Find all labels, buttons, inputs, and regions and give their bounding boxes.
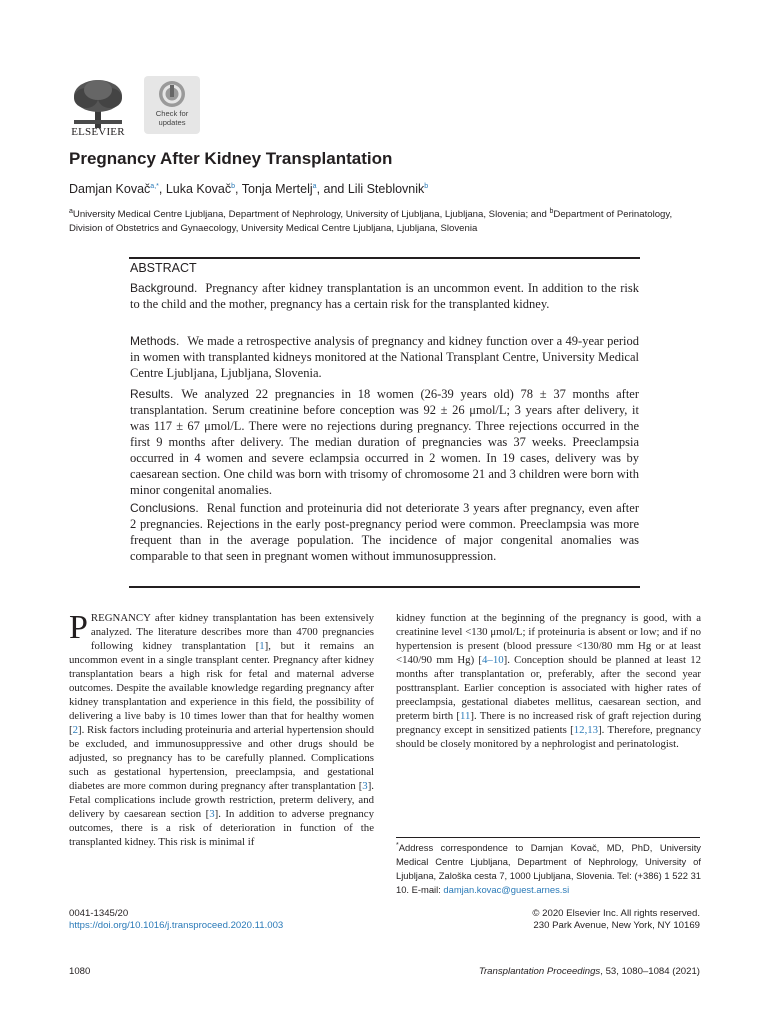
- footnote-divider: [396, 837, 700, 838]
- abstract-results-text: We analyzed 22 pregnancies in 18 women (26-39 years old) 78 ± 37 months after transplantation. Serum creatinine before conception was 92 ± 26 μmol/L; 3 years after delivery, it was 117 ± 67 μmol/L. There were no rejections during pregnancy. Three rejections occurred in the first 9 months after delivery. The median duration of pregnancies was 37 weeks. Preeclampsia occurred in 4 women and severe eclampsia occurred in 2 women. In 19 cases, delivery was by caesarean section. One child was born with trisomy of chromosome 21 and 3 children were born with minor congenital anomalies.: [130, 387, 639, 497]
- body-text: ]. Conception should be planned at least 12 months after transplantation or, preferably, after the second year posttransplant. Earlier conception is associated with higher rates of preeclampsia, gestational diabetes mellitus, caesarean section, and preterm birth [: [396, 654, 701, 722]
- abstract-background-head: Background.: [130, 281, 198, 295]
- body-text: kidney function at the beginning of the pregnancy is good, with a creatinine level <130 μmol/L; if proteinuria is absent or low; and if no hypertension is present (blood pressure <130/80 mm Hg or at least <140/90 mm Hg) [: [396, 612, 701, 666]
- journal-citation: [400, 966, 700, 977]
- author-affil-sup[interactable]: b: [424, 182, 429, 190]
- body-text: ]. Therefore, pregnancy should be closely monitored by a nephrologist and perinatologist.: [396, 724, 701, 750]
- copyright: © 2020 Elsevier Inc. All rights reserved.: [532, 908, 700, 919]
- issn: 0041-1345/20: [69, 908, 129, 919]
- abstract-conclusions-head: Conclusions.: [130, 501, 199, 515]
- abstract-results-head: Results.: [130, 387, 174, 401]
- abstract-background: [130, 280, 639, 312]
- reference-link[interactable]: 11: [460, 710, 471, 722]
- body-text: ]. There is no increased risk of graft rejection during pregnancy except in sensitized patients [: [396, 710, 701, 736]
- publisher-address: 230 Park Avenue, New York, NY 10169: [533, 920, 700, 931]
- abstract-background-text: Pregnancy after kidney transplantation is an uncommon event. In addition to the risk to the child and the mother, pregnancy has a certain risk for the transplanted kidney.: [130, 281, 639, 311]
- abstract-methods-text: We made a retrospective analysis of pregnancy and kidney function over a 49-year period in women with transplanted kidneys monitored at the National Transplant Centre, University Medical Centre Ljubljana, Ljubljana, Slovenia.: [130, 334, 639, 380]
- author-name: Luka Kovač: [165, 182, 232, 196]
- email-link[interactable]: damjan.kovac@guest.arnes.si: [443, 884, 570, 895]
- article-title: Pregnancy After Kidney Transplantation: [69, 149, 393, 168]
- body-column-left: [69, 611, 374, 849]
- body-column-right: [396, 611, 701, 751]
- drop-cap: P: [69, 609, 88, 646]
- check-updates-line2: updates: [158, 118, 186, 127]
- footnote-mark: *: [396, 841, 399, 849]
- page-number: 1080: [69, 966, 91, 977]
- author-name: Tonja Mertelj: [241, 182, 313, 196]
- affiliations: [69, 208, 701, 236]
- doi-link[interactable]: https://doi.org/10.1016/j.transproceed.2020.11.003: [69, 920, 284, 931]
- check-updates-icon: [157, 79, 187, 109]
- footnote-text: Address correspondence to Damjan Kovač, MD, PhD, University Medical Centre Ljubljana, Department of Nephrology, University of Ljubljana, Zaloška cesta 7, 1000 Ljubljana, Slovenia. Tel: (+386) 1 522 31 10. E-mail:: [396, 842, 701, 895]
- correspondence-footnote: [396, 841, 701, 897]
- check-for-updates-badge[interactable]: [144, 76, 200, 134]
- abstract-results: [130, 386, 639, 498]
- abstract-conclusions: [130, 500, 639, 564]
- reference-link[interactable]: 3: [362, 780, 368, 792]
- reference-link[interactable]: 12,13: [573, 724, 599, 736]
- abstract-heading: ABSTRACT: [130, 261, 197, 275]
- author-name: Lili Steblovnik: [347, 182, 425, 196]
- author-affil-sup[interactable]: a,*: [150, 182, 159, 190]
- author-list: Damjan Kovač$^{a,*}$, Luka Kovač$^b$, Tonja Mertelj$^a$, and Lili Steblovnik$^b$: [69, 182, 429, 196]
- abstract-conclusions-text: Renal function and proteinuria did not deteriorate 3 years after pregnancy, even after 2 pregnancies. Rejections in the early post-pregnancy period were common. Preeclampsia was more frequent than in the average population. The incidence of major congenital anomalies was comparable to that seen in pregnant women without immunosuppression.: [130, 501, 639, 563]
- affil-b-mark: b: [549, 207, 554, 215]
- body-text: ]. Fetal complications include growth restriction, preterm delivery, and delivery by caesarean section [: [69, 780, 374, 820]
- check-updates-line1: Check for: [155, 109, 189, 118]
- reference-link[interactable]: 4–10: [482, 654, 504, 666]
- affil-a-mark: a: [69, 207, 73, 215]
- reference-link[interactable]: 2: [72, 724, 79, 736]
- abstract-methods-head: Methods.: [130, 334, 180, 348]
- reference-link[interactable]: 1: [259, 640, 265, 652]
- abstract-methods: [130, 333, 639, 381]
- citation-details: , 53, 1080–1084 (2021): [600, 966, 700, 977]
- reference-link[interactable]: 3: [209, 808, 215, 820]
- body-text: ], but it remains an uncommon event in a single transplant center. Pregnancy after kidney transplantation bears a high risk for fetal and maternal adverse outcomes. Despite the available knowledge regarding pregnancy after kidney transplantation and experience in this field, the possibility of delivering a live baby is 10 times lower than that for healthy women [: [69, 640, 374, 736]
- author-affil-sup[interactable]: b: [231, 182, 236, 190]
- author-affil-sup[interactable]: a: [312, 182, 317, 190]
- affil-b-text: Department of Perinatology, Division of Obstetrics and Gynaecology, University Medical Centre Ljubljana, Ljubljana, Slovenia: [69, 209, 673, 234]
- author-name: Damjan Kovač: [69, 182, 151, 196]
- affil-a-text: University Medical Centre Ljubljana, Department of Nephrology, University of Ljubljana, Ljubljana, Slovenia; and: [72, 209, 550, 220]
- body-text: REGNANCY after kidney transplantation has been extensively analyzed. The literature describes more than 4700 pregnancies following kidney transplantation [: [90, 612, 374, 652]
- journal-name: Transplantation Proceedings: [478, 966, 601, 977]
- body-text: ]. Risk factors including proteinuria and arterial hypertension should be excluded, and immunosuppressive and other drugs should be adjusted, so pregnancy has to be carefully planned. Complications such as gestational hypertension, preeclampsia, and gestational diabetes are more common during pregnancy after transplantation [: [69, 724, 374, 792]
- publisher-name: ELSEVIER: [71, 126, 125, 138]
- body-text: ]. In addition to adverse pregnancy outcomes, there is a risk of deterioration in function of the transplanted kidney. This risk is minimal if: [69, 808, 374, 848]
